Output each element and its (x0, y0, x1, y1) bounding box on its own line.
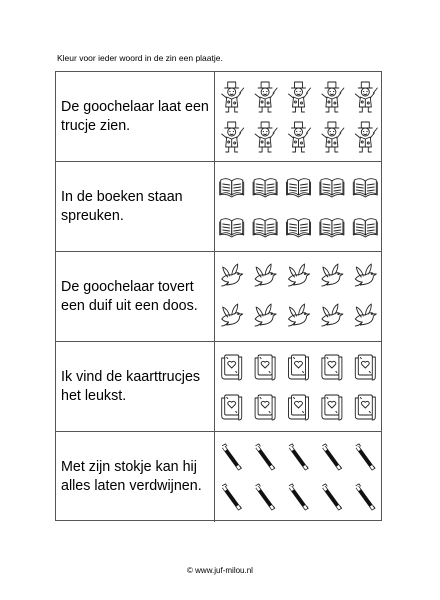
book-icon (320, 219, 344, 237)
magician-icon (322, 82, 344, 112)
magician-icon (222, 82, 244, 112)
magician-icon (289, 122, 311, 152)
book-icon (353, 179, 377, 197)
sentence-text: Met zijn stokje kan hij alles laten verdwijnen. (61, 459, 202, 494)
magic-wand-icon (256, 444, 275, 470)
magician-icon (322, 122, 344, 152)
book-icon (353, 219, 377, 237)
magic-wand-icon (289, 444, 308, 470)
dove-icon (289, 304, 310, 326)
magician-icon (255, 122, 277, 152)
picture-cell (215, 252, 381, 341)
book-icon (220, 219, 244, 237)
magic-wand-icon (322, 444, 341, 470)
picture-grid (215, 72, 382, 161)
magic-wand-icon (222, 444, 241, 470)
card-icon (355, 355, 375, 380)
card-icon (255, 355, 275, 380)
card-icon (355, 395, 375, 420)
dove-icon (255, 304, 276, 326)
dove-icon (255, 264, 276, 286)
magician-icon (255, 82, 277, 112)
dove-icon (355, 264, 376, 286)
book-icon (287, 219, 311, 237)
magic-wand-icon (222, 484, 241, 510)
magician-icon (222, 122, 244, 152)
magician-icon (355, 82, 377, 112)
picture-cell (215, 162, 381, 251)
picture-grid (215, 432, 382, 521)
book-icon (220, 179, 244, 197)
card-icon (222, 355, 242, 380)
book-icon (253, 219, 277, 237)
sentence-text: In de boeken staan spreuken. (61, 188, 183, 224)
copyright-footer: © www.juf-milou.nl (187, 566, 253, 575)
card-icon (289, 395, 309, 420)
book-icon (320, 179, 344, 197)
card-icon (255, 395, 275, 420)
sentence-cell (56, 72, 215, 161)
book-icon (287, 179, 311, 197)
magic-wand-icon (322, 484, 341, 510)
magician-icon (355, 122, 377, 152)
sentence-row (56, 72, 381, 162)
dove-icon (322, 304, 343, 326)
sentence-cell (56, 252, 215, 341)
sentence-cell (56, 342, 215, 431)
picture-grid (215, 162, 382, 251)
sentence-cell (56, 432, 215, 522)
card-icon (222, 395, 242, 420)
magic-wand-icon (256, 484, 275, 510)
dove-icon (289, 264, 310, 286)
picture-cell (215, 72, 381, 161)
book-icon (253, 179, 277, 197)
picture-grid (215, 342, 382, 431)
worksheet-table (55, 71, 382, 521)
sentence-row (56, 252, 381, 342)
card-icon (322, 355, 342, 380)
sentence-cell (56, 162, 215, 251)
sentence-row (56, 162, 381, 252)
magic-wand-icon (289, 484, 308, 510)
card-icon (322, 395, 342, 420)
sentence-text: De goochelaar laat een trucje zien. (61, 98, 209, 134)
picture-cell (215, 342, 381, 431)
magic-wand-icon (356, 444, 375, 470)
sentence-row (56, 342, 381, 432)
dove-icon (355, 304, 376, 326)
magician-icon (289, 82, 311, 112)
instruction-text: Kleur voor ieder woord in de zin een plaatje. (57, 53, 223, 63)
picture-grid (215, 252, 382, 341)
sentence-text: De goochelaar tovert een duif uit een doos. (61, 278, 198, 314)
sentence-text: Ik vind de kaarttrucjes het leukst. (61, 368, 201, 404)
sentence-row (56, 432, 381, 522)
dove-icon (222, 264, 243, 286)
dove-icon (322, 264, 343, 286)
dove-icon (222, 304, 243, 326)
picture-cell (215, 432, 381, 522)
magic-wand-icon (356, 484, 375, 510)
card-icon (289, 355, 309, 380)
